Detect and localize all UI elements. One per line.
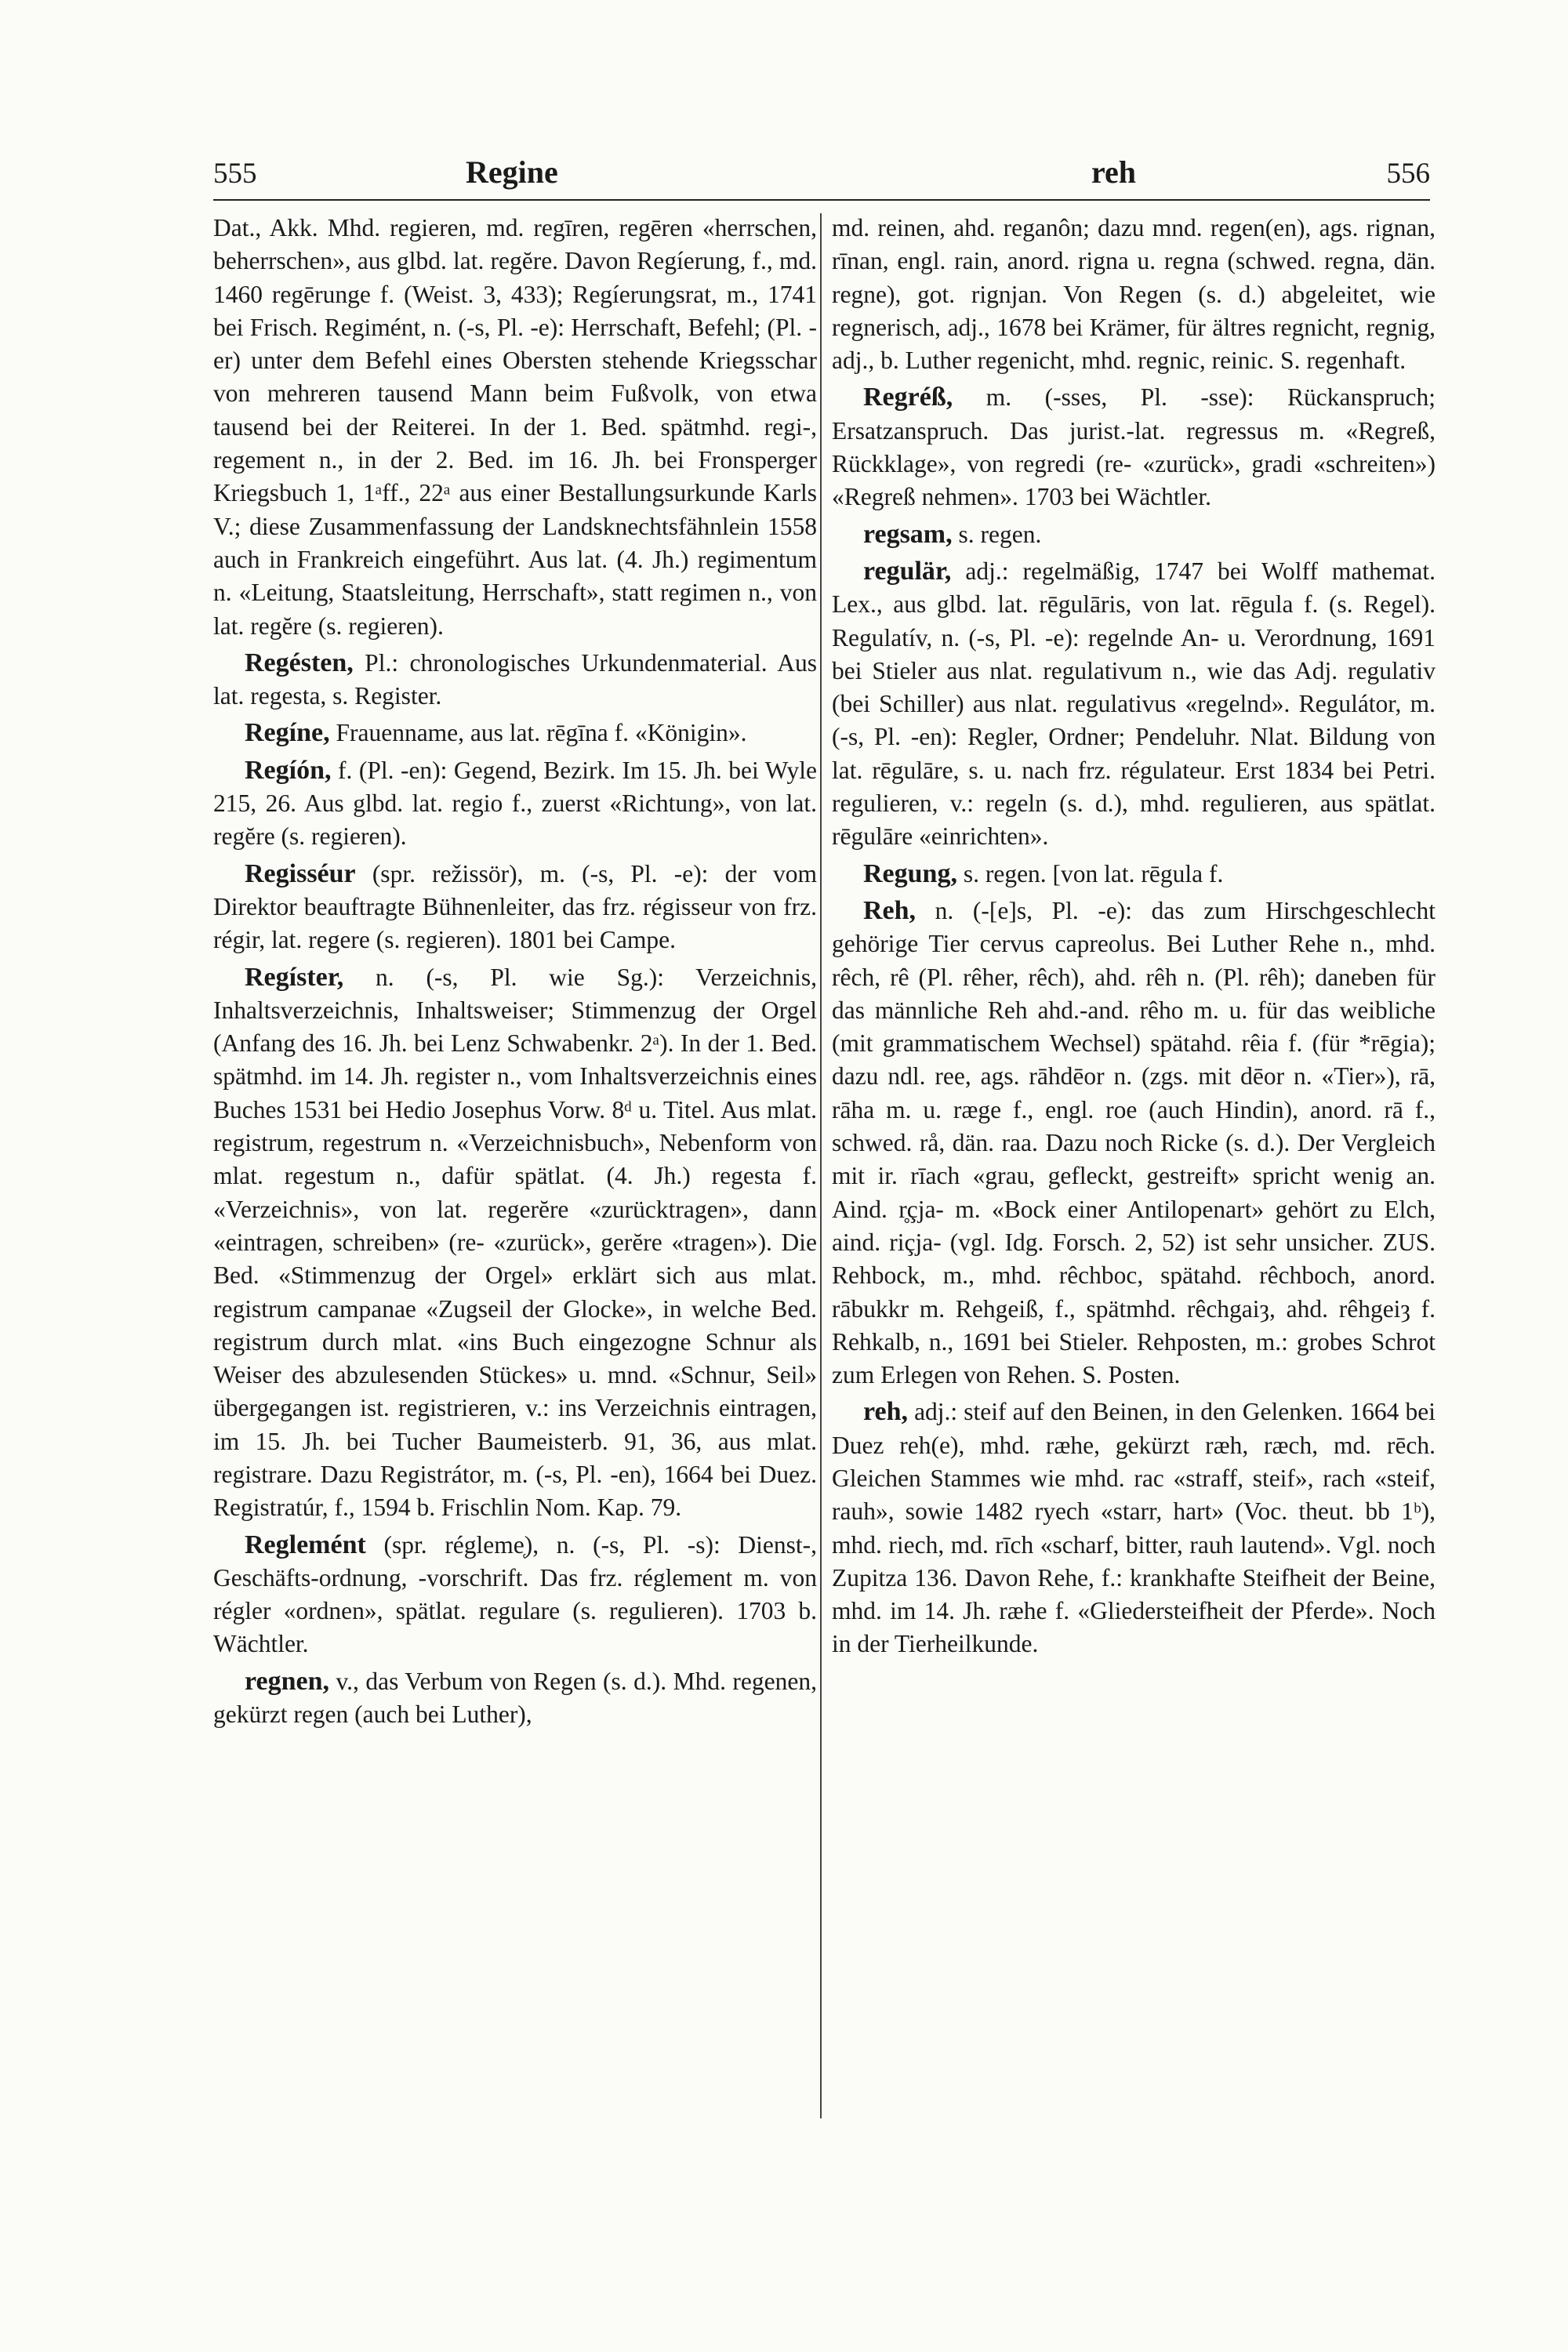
entry-headword: regulär,	[863, 556, 952, 586]
running-head-left: Regine	[466, 154, 558, 190]
entry-paragraph: regsam, s. regen.	[863, 519, 1042, 549]
entry-paragraph: Regung, s. regen. [von lat. rēgula f.	[863, 858, 1224, 888]
entry-headword: Regung,	[863, 858, 957, 888]
entry-paragraph: Regíne, Frauenname, aus lat. rēgīna f. «Königin».	[245, 718, 747, 748]
header-rule	[213, 199, 1430, 201]
entry-headword: Regisséur	[245, 858, 356, 888]
left-column	[213, 212, 817, 1735]
entry-paragraph: Regréß, m. (-sses, Pl. -sse): Rückanspruch; Ersatzanspruch. Das jurist.-lat. regressus m. «Regreß, Rückklage», von regredi (re- «zurück», gradi «schreiten») «Regreß nehmen». 1703 bei Wächtler.	[832, 383, 1436, 511]
entry-headword: regnen,	[245, 1666, 329, 1696]
entry-paragraph: md. reinen, ahd. reganôn; dazu mnd. regen(en), ags. rignan, rīnan, engl. rain, anord. rigna u. regna (schwed. regna, dän. regne), got. rignjan. Von Regen (s. d.) abgeleitet, wie regnerisch, adj., 1678 bei Krämer, für ältres regnicht, regnig, adj., b. Luther regenicht, mhd. regnic, reinic. S. regenhaft.	[832, 214, 1436, 375]
running-head-right: reh	[1091, 154, 1137, 190]
entry-headword: regsam,	[863, 519, 953, 549]
entry-headword: Reh,	[863, 895, 916, 925]
entry-headword: Reglemént	[245, 1530, 366, 1559]
page-number-right: 556	[1386, 158, 1430, 190]
entry-paragraph: Regíster, n. (-s, Pl. wie Sg.): Verzeichnis, Inhaltsverzeichnis, Inhaltsweiser; Stimmenzug der Orgel (Anfang des 16. Jh. bei Lenz Schwabenkr. 2ᵃ). In der 1. Bed. spätmhd. im 14. Jh. register n., vom Inhaltsverzeichnis eines Buches 1531 bei Hedio Josephus Vorw. 8ᵈ u. Titel. Aus mlat. registrum, regestrum n. «Verzeichnisbuch», Nebenform von mlat. regestum n., dafür spätlat. (4. Jh.) regesta f. «Verzeichnis», von lat. regerĕre «zurücktragen», dann «eintragen, schreiben» (re- «zurück», gerĕre «tragen»). Die Bed. «Stimmenzug der Orgel» erklärt sich aus mlat. registrum campanae «Zugseil der Glocke», in welche Bed. registrum durch mlat. «ins Buch eingezogne Schnur als Weiser des abzulesenden Stückes» u. mnd. «Schnur, Seil» übergegangen ist. registrieren, v.: ins Verzeichnis eintragen, im 15. Jh. bei Tucher Baumeisterb. 91, 36, aus mlat. registrare. Dazu Registrátor, m. (-s, Pl. -en), 1664 bei Duez. Registratúr, f., 1594 b. Frischlin Nom. Kap. 79.	[213, 962, 817, 1522]
entry-paragraph: Reh, n. (-[e]s, Pl. -e): das zum Hirschgeschlecht gehörige Tier cervus capreolus. Bei Luther Rehe n., mhd. rêch, rê (Pl. rêher, rêch), ahd. rêh n. (Pl. rêh); daneben für das männliche Reh ahd.-and. rêho m. u. für das weibliche (mit grammatischem Wechsel) spätahd. rêia f. (für *rēgia); dazu ndl. ree, ags. rāhdēor n. (zgs. mit dēor n. «Tier»), rā, rāha m. u. ræge f., engl. roe (auch Hindin), anord. rā f., schwed. rå, dän. raa. Dazu noch Ricke (s. d.). Der Vergleich mit ir. rīach «grau, gefleckt, gestreift» spricht wenig an. Aind. r̥çja- m. «Bock einer Antilopenart» gehört zu Elch, aind. riçja- (vgl. Idg. Forsch. 2, 52) ist sehr unsicher. ZUS. Rehbock, m., mhd. rêchboc, spätahd. rêchboch, anord. rābukkr m. Rehgeiß, f., spätmhd. rêchgaiȝ, ahd. rêhgeiȝ f. Rehkalb, n., 1691 bei Stieler. Rehposten, m.: grobes Schrot zum Erlegen von Rehen. S. Posten.	[832, 895, 1436, 1389]
entry-headword: Regréß,	[863, 383, 953, 412]
entry-paragraph: Dat., Akk. Mhd. regieren, md. regīren, regēren «herrschen, beherrschen», aus glbd. lat. regĕre. Davon Regíerung, f., md. 1460 regērunge f. (Weist. 3, 433); Regíerungsrat, m., 1741 bei Frisch. Regimént, n. (-s, Pl. -e): Herrschaft, Befehl; (Pl. -er) unter dem Befehl eines Obersten stehende Kriegsschar von mehreren tausend Mann beim Fußvolk, von etwa tausend bei der Reiterei. In der 1. Bed. spätmhd. regi-, regement n., in der 2. Bed. im 16. Jh. bei Fronsperger Kriegsbuch 1, 1ᵃff., 22ᵃ aus einer Bestallungsurkunde Karls V.; diese Zusammenfassung der Landsknechtsfähnlein 1558 auch in Frankreich eingeführt. Aus lat. (4. Jh.) regimentum n. «Leitung, Staatsleitung, Herrschaft», statt regimen n., von lat. regĕre (s. regieren).	[213, 214, 817, 640]
page-number-left: 555	[213, 158, 257, 190]
entry-paragraph: Regisséur (spr. režissör), m. (-s, Pl. -e): der vom Direktor beauftragte Bühnenleiter, das frz. régisseur von frz. régir, lat. regere (s. regieren). 1801 bei Campe.	[213, 858, 817, 954]
entry-paragraph: Regíón, f. (Pl. -en): Gegend, Bezirk. Im 15. Jh. bei Wyle 215, 26. Aus glbd. lat. regio f., zuerst «Richtung», von lat. regĕre (s. regieren).	[213, 755, 817, 851]
entry-headword: Regíne,	[245, 718, 330, 748]
column-divider	[820, 213, 822, 2118]
entry-paragraph: Regésten, Pl.: chronologisches Urkundenmaterial. Aus lat. regesta, s. Register.	[213, 648, 817, 710]
entry-headword: reh,	[863, 1397, 908, 1427]
right-column	[832, 212, 1436, 1665]
entry-headword: Regíón,	[245, 755, 332, 785]
page-header	[213, 154, 1430, 198]
entry-paragraph: Reglemént (spr. régleme̜), n. (-s, Pl. -s): Dienst-, Geschäfts-ordnung, -vorschrift. Das frz. réglement m. von régler «ordnen», spätlat. regulare (s. regulieren). 1703 b. Wächtler.	[213, 1530, 817, 1658]
entry-headword: Regíster,	[245, 962, 344, 992]
entry-paragraph: reh, adj.: steif auf den Beinen, in den Gelenken. 1664 bei Duez reh(e), mhd. ræhe, gekürzt ræh, ræch, md. rēch. Gleichen Stammes wie mhd. rac «straff, steif», rach «steif, rauh», sowie 1482 ryech «starr, hart» (Voc. theut. bb 1ᵇ), mhd. riech, md. rīch «scharf, bitter, rauh lautend». Vgl. noch Zupitza 136. Davon Rehe, f.: krankhafte Steifheit der Beine, mhd. im 14. Jh. ræhe f. «Gliedersteifheit der Pferde». Noch in der Tierheilkunde.	[832, 1397, 1436, 1658]
entry-paragraph: regnen, v., das Verbum von Regen (s. d.). Mhd. regenen, gekürzt regen (auch bei Luther),	[213, 1666, 817, 1729]
entry-paragraph: regulär, adj.: regelmäßig, 1747 bei Wolff mathemat. Lex., aus glbd. lat. rēgulāris, von lat. rēgula f. (s. Regel). Regulatív, n. (-s, Pl. -e): regelnde An- u. Verordnung, 1691 bei Stieler aus nlat. regulativum n., wie das Adj. regulativ (bei Schiller) aus nlat. regulativus «regelnd». Regulátor, m. (-s, Pl. -en): Regler, Ordner; Pendeluhr. Nlat. Bildung von lat. rēgulāre, s. u. nach frz. régulateur. Erst 1834 bei Petri. regulieren, v.: regeln (s. d.), mhd. regulieren, aus spätlat. rēgulāre «einrichten».	[832, 556, 1436, 851]
entry-headword: Regésten,	[245, 648, 354, 677]
